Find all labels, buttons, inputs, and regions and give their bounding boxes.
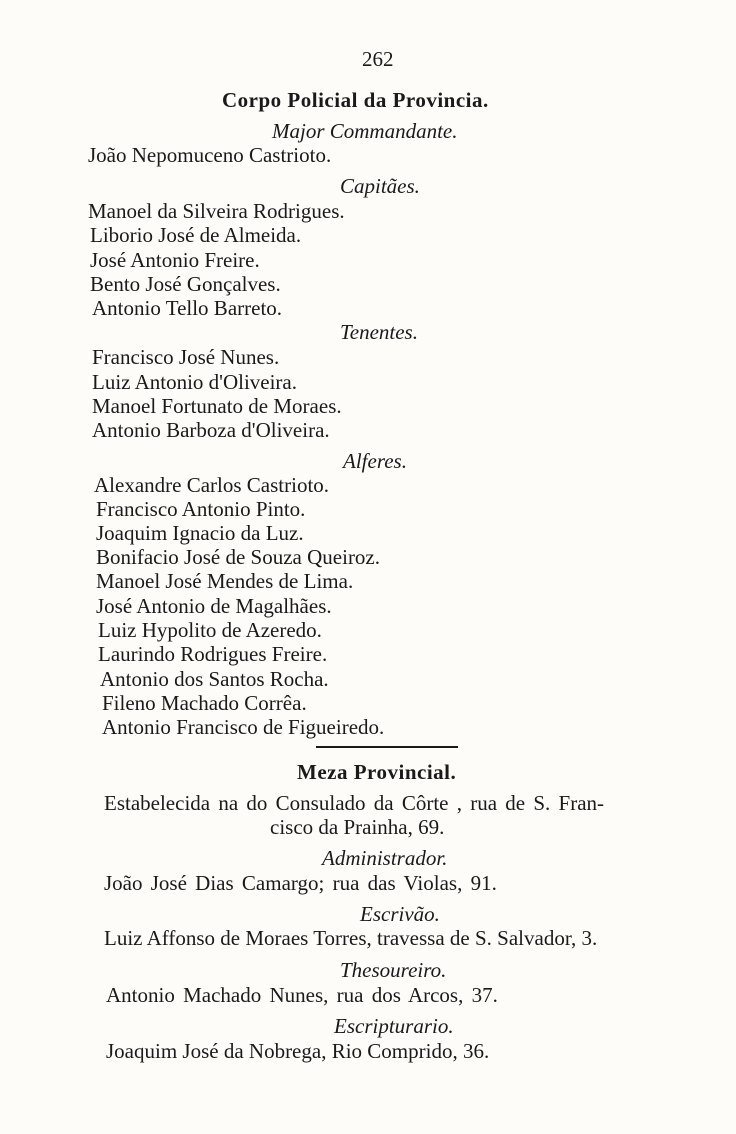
- heading-escripturario: Escripturario.: [334, 1014, 454, 1038]
- tenente-item: Francisco José Nunes.: [92, 345, 280, 369]
- alferes-item: Bonifacio José de Souza Queiroz.: [96, 545, 381, 569]
- alferes-item: José Antonio de Magalhães.: [96, 594, 332, 618]
- tenente-item: Antonio Barboza d'Oliveira.: [92, 418, 330, 442]
- section-title-meza-provincial: Meza Provincial.: [297, 760, 457, 784]
- section-divider: [316, 746, 458, 748]
- alferes-item: Alexandre Carlos Castrioto.: [94, 473, 330, 497]
- heading-alferes: Alferes.: [343, 449, 407, 473]
- tenente-item: Luiz Antonio d'Oliveira.: [92, 370, 297, 394]
- alferes-item: Francisco Antonio Pinto.: [96, 497, 306, 521]
- heading-escrivao: Escrivão.: [360, 902, 440, 926]
- alferes-item: Laurindo Rodrigues Freire.: [98, 642, 328, 666]
- escrivao-entry: Luiz Affonso de Moraes Torres, travessa de S. Salvador, 3.: [104, 926, 598, 950]
- heading-capitaes: Capitães.: [340, 174, 420, 198]
- alferes-item: Luiz Hypolito de Azeredo.: [98, 618, 322, 642]
- alferes-item: Fileno Machado Corrêa.: [102, 691, 307, 715]
- thesoureiro-entry: Antonio Machado Nunes, rua dos Arcos, 37.: [106, 983, 498, 1007]
- meza-address-line1: Estabelecida na do Consulado da Côrte , rua de S. Fran-: [104, 791, 605, 815]
- alferes-item: Antonio Francisco de Figueiredo.: [102, 715, 385, 739]
- page-number: 262: [362, 47, 394, 71]
- heading-tenentes: Tenentes.: [340, 320, 418, 344]
- capitao-item: Antonio Tello Barreto.: [92, 296, 283, 320]
- section-title-corpo-policial: Corpo Policial da Provincia.: [222, 88, 489, 112]
- heading-administrador: Administrador.: [322, 846, 448, 870]
- capitao-item: Manoel da Silveira Rodrigues.: [88, 199, 345, 223]
- tenente-item: Manoel Fortunato de Moraes.: [92, 394, 342, 418]
- administrador-entry: João José Dias Camargo; rua das Violas, 91.: [104, 871, 497, 895]
- alferes-item: Joaquim Ignacio da Luz.: [96, 521, 304, 545]
- major-name: João Nepomuceno Castrioto.: [88, 143, 332, 167]
- alferes-item: Manoel José Mendes de Lima.: [96, 569, 354, 593]
- capitao-item: Bento José Gonçalves.: [90, 272, 281, 296]
- alferes-item: Antonio dos Santos Rocha.: [100, 667, 329, 691]
- capitao-item: José Antonio Freire.: [90, 248, 260, 272]
- capitao-item: Liborio José de Almeida.: [90, 223, 302, 247]
- heading-thesoureiro: Thesoureiro.: [340, 958, 447, 982]
- escripturario-entry: Joaquim José da Nobrega, Rio Comprido, 36.: [106, 1039, 490, 1063]
- meza-address-line2: cisco da Prainha, 69.: [270, 815, 445, 839]
- heading-major: Major Commandante.: [272, 119, 458, 143]
